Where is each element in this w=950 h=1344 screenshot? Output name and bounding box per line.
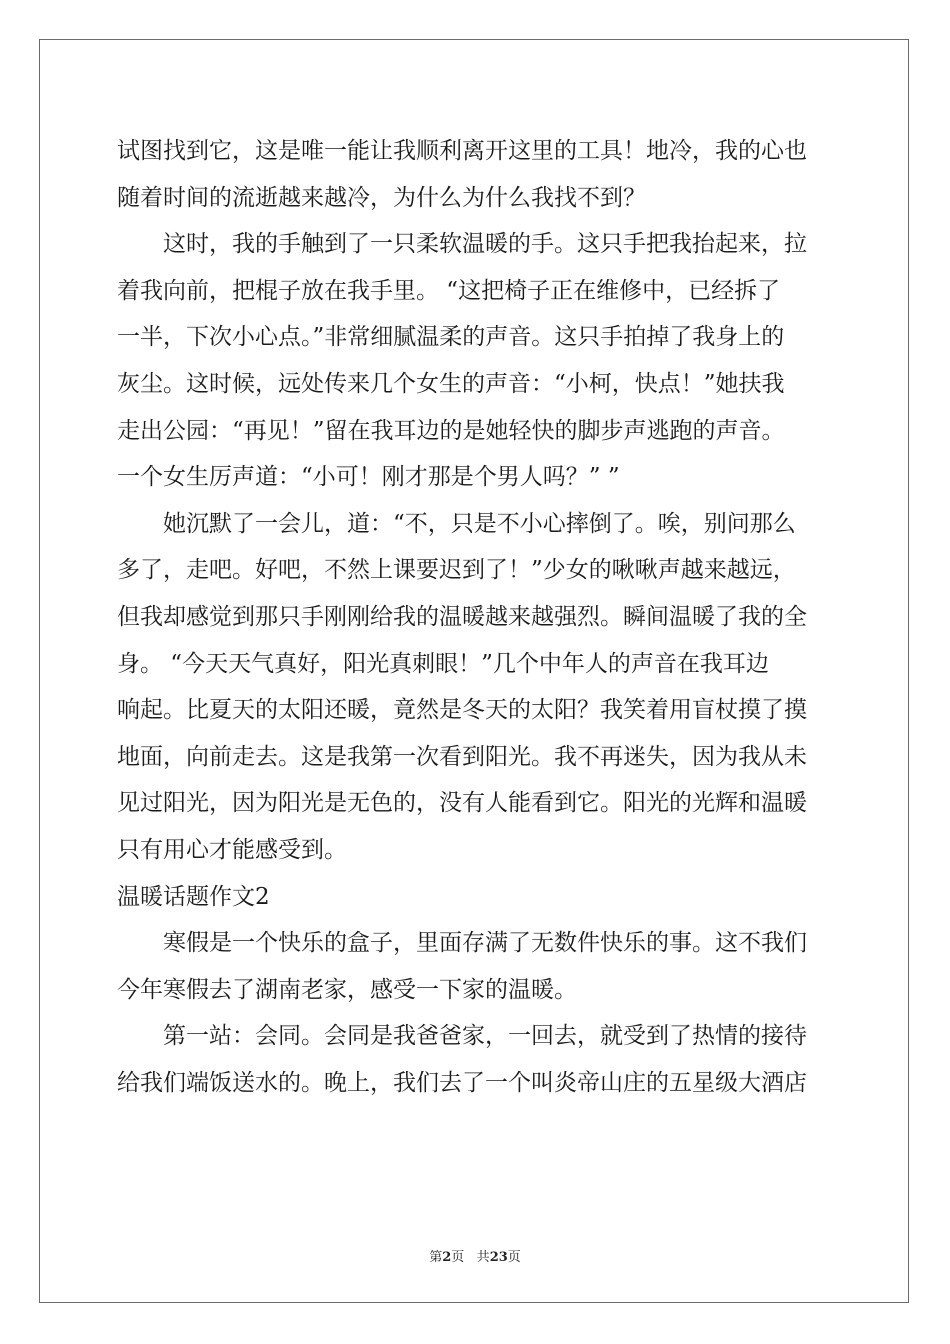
text-line: 但我却感觉到那只手刚刚给我的温暖越来越强烈。瞬间温暖了我的全 bbox=[117, 603, 807, 630]
text-line: 这时，我的手触到了一只柔软温暖的手。这只手把我抬起来，拉 bbox=[117, 231, 807, 258]
page-current: 2 bbox=[442, 1250, 452, 1265]
text-line: 只有用心才能感受到。 bbox=[117, 836, 347, 863]
text-line: 试图找到它，这是唯一能让我顺利离开这里的工具！地冷，我的心也 bbox=[117, 138, 807, 164]
text-line: 一半，下次小心点。”非常细腻温柔的声音。这只手拍掉了我身上的 bbox=[117, 324, 785, 351]
text-line: 身。 “今天天气真好，阳光真刺眼！”几个中年人的声音在我耳边 bbox=[117, 650, 769, 677]
text-line: 随着时间的流逝越来越冷，为什么为什么我找不到？ bbox=[117, 184, 646, 211]
page-total: 23 bbox=[489, 1250, 508, 1265]
page-unit: 页 bbox=[451, 1250, 465, 1265]
text-line: 灰尘。这时候，远处传来几个女生的声音：“小柯，快点！”她扶我 bbox=[117, 370, 785, 397]
text-line: 走出公园：“再见！”留在我耳边的是她轻快的脚步声逃跑的声音。 bbox=[117, 417, 785, 444]
text-line: 见过阳光，因为阳光是无色的，没有人能看到它。阳光的光辉和温暖 bbox=[117, 790, 807, 817]
text-line: 给我们端饭送水的。晚上，我们去了一个叫炎帝山庄的五星级大酒店 bbox=[117, 1069, 807, 1096]
total-prefix: 共 bbox=[476, 1250, 490, 1265]
document-body bbox=[117, 128, 833, 1106]
text-line: 第一站：会同。会同是我爸爸家，一回去，就受到了热情的接待 bbox=[117, 1023, 807, 1050]
total-unit: 页 bbox=[507, 1250, 521, 1265]
text-line: 响起。比夏天的太阳还暖，竟然是冬天的太阳？我笑着用盲杖摸了摸 bbox=[117, 697, 807, 724]
text-line: 多了，走吧。好吧，不然上课要迟到了！”少女的啾啾声越来越远， bbox=[117, 557, 796, 584]
page-footer bbox=[0, 1246, 950, 1265]
text-line: 她沉默了一会儿，道：“不，只是不小心摔倒了。唉，别问那么 bbox=[117, 510, 796, 537]
page-prefix: 第 bbox=[429, 1250, 443, 1265]
section-heading: 温暖话题作文2 bbox=[117, 883, 270, 910]
text-line: 寒假是一个快乐的盒子，里面存满了无数件快乐的事。这不我们 bbox=[117, 930, 807, 957]
text-line: 今年寒假去了湖南老家，感受一下家的温暖。 bbox=[117, 976, 577, 1003]
text-line: 一个女生厉声道：“小可！刚才那是个男人吗？” ” bbox=[117, 464, 620, 491]
text-line: 地面，向前走去。这是我第一次看到阳光。我不再迷失，因为我从未 bbox=[117, 743, 807, 770]
text-line: 着我向前，把棍子放在我手里。 “这把椅子正在维修中，已经拆了 bbox=[117, 277, 781, 304]
